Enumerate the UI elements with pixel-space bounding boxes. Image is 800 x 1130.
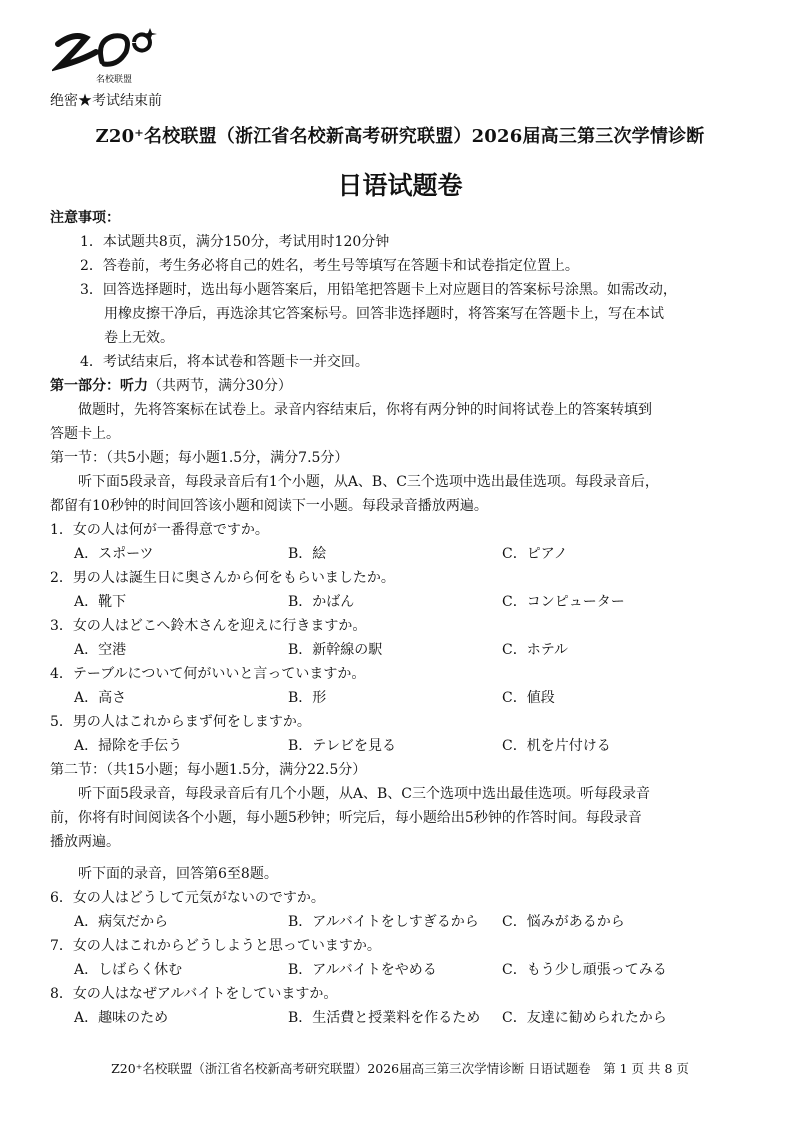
section1-instructions-cont: 都留有10秒钟的时间回答该小题和阅读下一小题。每段录音播放两遍。 — [50, 498, 488, 514]
section2-group-instruction: 听下面的录音，回答第6至8题。 — [78, 866, 278, 882]
option-b: B．アルバイトをしすぎるから — [288, 914, 479, 930]
section2-instructions-cont: 前，你将有时间阅读各个小题，每小题5秒钟；听完后，每小题给出5秒钟的作答时间。每段录音 — [50, 810, 642, 826]
option-a: A．スポーツ — [74, 546, 154, 562]
question-text: 8．女の人はなぜアルバイトをしていますか。 — [50, 986, 338, 1002]
question-5 — [50, 710, 750, 758]
section2-instructions: 听下面5段录音，每段录音后有几个小题，从A、B、C三个选项中选出最佳选项。听每段录音 — [78, 786, 651, 802]
question-8 — [50, 982, 750, 1030]
note-item: 1．本试题共8页，满分150分，考试用时120分钟 — [80, 234, 390, 250]
note-item-cont: 卷上无效。 — [104, 330, 174, 346]
question-text: 3．女の人はどこへ鈴木さんを迎えに行きますか。 — [50, 618, 367, 634]
option-c: C．もう少し頑張ってみる — [502, 962, 667, 978]
part1-heading-bold: 第一部分：听力 — [50, 378, 148, 394]
section2-instructions-cont: 播放两遍。 — [50, 834, 120, 850]
option-a: A．掃除を手伝う — [74, 738, 183, 754]
option-a: A．空港 — [74, 642, 127, 658]
question-2 — [50, 566, 750, 614]
school-league-logo — [52, 22, 162, 88]
notes-heading: 注意事项： — [50, 210, 120, 226]
option-b: B．アルバイトをやめる — [288, 962, 437, 978]
logo-mark-icon — [52, 22, 162, 88]
exam-title: Z20⁺名校联盟（浙江省名校新高考研究联盟）2026届高三第三次学情诊断 — [95, 126, 705, 147]
question-1 — [50, 518, 750, 566]
question-text: 7．女の人はこれからどうしようと思っていますか。 — [50, 938, 381, 954]
part1-heading-rest: （共两节，满分30分） — [148, 378, 292, 394]
note-item: 4．考试结束后，将本试卷和答题卡一并交回。 — [80, 354, 369, 370]
page-footer: Z20⁺名校联盟（浙江省名校新高考研究联盟）2026届高三第三次学情诊断 日语试题卷 第 1 页 共 8 页 — [111, 1061, 689, 1076]
question-4 — [50, 662, 750, 710]
question-7 — [50, 934, 750, 982]
question-3 — [50, 614, 750, 662]
question-text: 5．男の人はこれからまず何をしますか。 — [50, 714, 311, 730]
option-b: B．絵 — [288, 546, 327, 562]
option-c: C．友達に勧められたから — [502, 1010, 667, 1026]
option-c: C．机を片付ける — [502, 738, 611, 754]
option-c: C．コンピューター — [502, 594, 625, 610]
option-b: B．テレビを見る — [288, 738, 397, 754]
question-text: 6．女の人はどうして元気がないのですか。 — [50, 890, 325, 906]
option-c: C．ホテル — [502, 642, 569, 658]
option-b: B．形 — [288, 690, 327, 706]
section1-heading: 第一节：（共5小题；每小题1.5分，满分7.5分） — [50, 450, 349, 466]
note-item: 2．答卷前，考生务必将自己的姓名，考生号等填写在答题卡和试卷指定位置上。 — [80, 258, 579, 274]
option-a: A．病気だから — [74, 914, 169, 930]
note-item-cont: 用橡皮擦干净后，再选涂其它答案标号。回答非选择题时，将答案写在答题卡上，写在本试 — [104, 306, 664, 322]
option-c: C．悩みがあるから — [502, 914, 625, 930]
section2-heading: 第二节：（共15小题；每小题1.5分，满分22.5分） — [50, 762, 367, 778]
confidential-label: 绝密★考试结束前 — [50, 93, 162, 109]
option-b: B．新幹線の駅 — [288, 642, 383, 658]
option-c: C．値段 — [502, 690, 555, 706]
option-a: A．靴下 — [74, 594, 127, 610]
note-item: 3．回答选择题时，选出每小题答案后，用铅笔把答题卡上对应题目的答案标号涂黑。如需改动， — [80, 282, 677, 298]
exam-subtitle: 日语试题卷 — [337, 171, 463, 200]
option-a: A．趣味のため — [74, 1010, 169, 1026]
part1-instructions-cont: 答题卡上。 — [50, 426, 120, 442]
option-b: B．生活費と授業料を作るため — [288, 1010, 481, 1026]
part1-heading — [50, 374, 750, 398]
question-6 — [50, 886, 750, 934]
part1-instructions: 做题时，先将答案标在试卷上。录音内容结束后，你将有两分钟的时间将试卷上的答案转填到 — [78, 402, 652, 418]
section1-instructions: 听下面5段录音，每段录音后有1个小题，从A、B、C三个选项中选出最佳选项。每段录音后， — [78, 474, 659, 490]
option-a: A．高さ — [74, 690, 127, 706]
logo-text: 名校联盟 — [96, 75, 133, 85]
option-b: B．かばん — [288, 594, 355, 610]
option-a: A．しばらく休む — [74, 962, 183, 978]
exam-content — [50, 206, 750, 1030]
question-text: 4．テーブルについて何がいいと言っていますか。 — [50, 666, 366, 682]
question-text: 1．女の人は何が一番得意ですか。 — [50, 522, 269, 538]
question-text: 2．男の人は誕生日に奥さんから何をもらいましたか。 — [50, 570, 395, 586]
option-c: C．ピアノ — [502, 546, 568, 562]
